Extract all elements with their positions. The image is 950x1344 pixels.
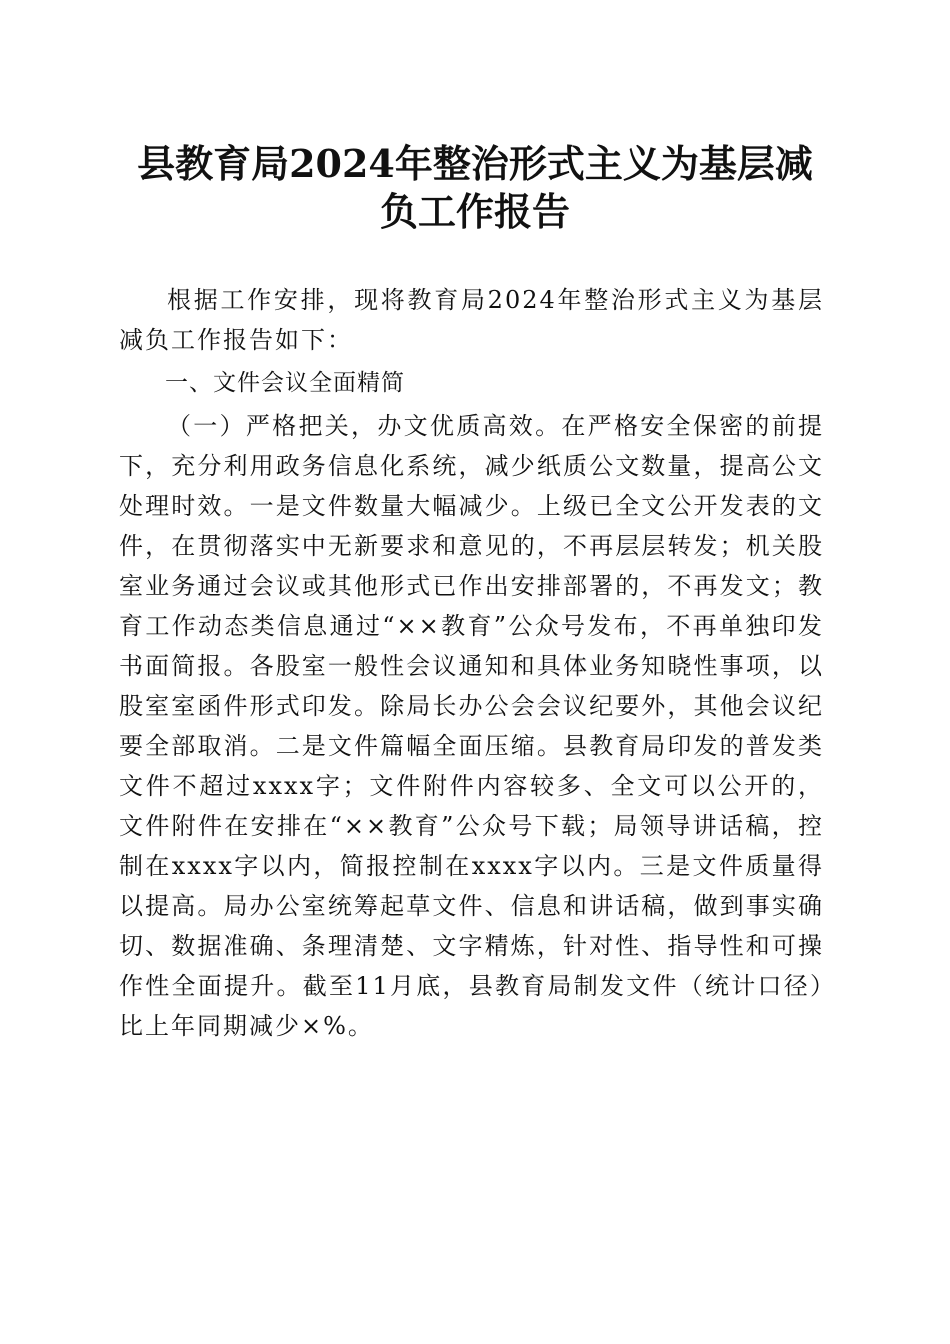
section-heading: 一、文件会议全面精简 xyxy=(165,370,405,396)
section-paragraph xyxy=(119,406,824,1046)
intro-paragraph: 根据工作安排，现将教育局2024年整治形式主义为基层减负工作报告如下： xyxy=(119,286,824,354)
section-body-text: 在严格安全保密的前提下，充分利用政务信息化系统，减少纸质公文数量，提高公文处理时效。一是文件数量大幅减少。上级已全文公开发表的文件，在贯彻落实中无新要求和意见的，不再层层转发；机关股室业务通过会议或其他形式已作出安排部署的，不再发文；教育工作动态类信息通过“××教育”公众号发布，不再单独印发书面简报。各股室一般性会议通知和具体业务知晓性事项，以股室室函件形式印发。除局长办公会会议纪要外，其他会议纪要全部取消。二是文件篇幅全面压缩。县教育局印发的普发类文件不超过xxxx字；文件附件内容较多、全文可以公开的，文件附件在安排在“××教育”公众号下载；局领导讲话稿，控制在xxxx字以内，简报控制在xxxx字以内。三是文件质量得以提高。局办公室统筹起草文件、信息和讲话稿，做到事实确切、数据准确、条理清楚、文字精炼，针对性、指导性和可操作性全面提升。截至11月底，县教育局制发文件（统计口径）比上年同期减少×%。 xyxy=(119,412,824,1040)
sub-heading: （一）严格把关，办文优质高效。 xyxy=(167,412,562,440)
document-title: 县教育局2024年整治形式主义为基层减负工作报告 xyxy=(137,141,813,234)
document-body xyxy=(119,280,824,1046)
